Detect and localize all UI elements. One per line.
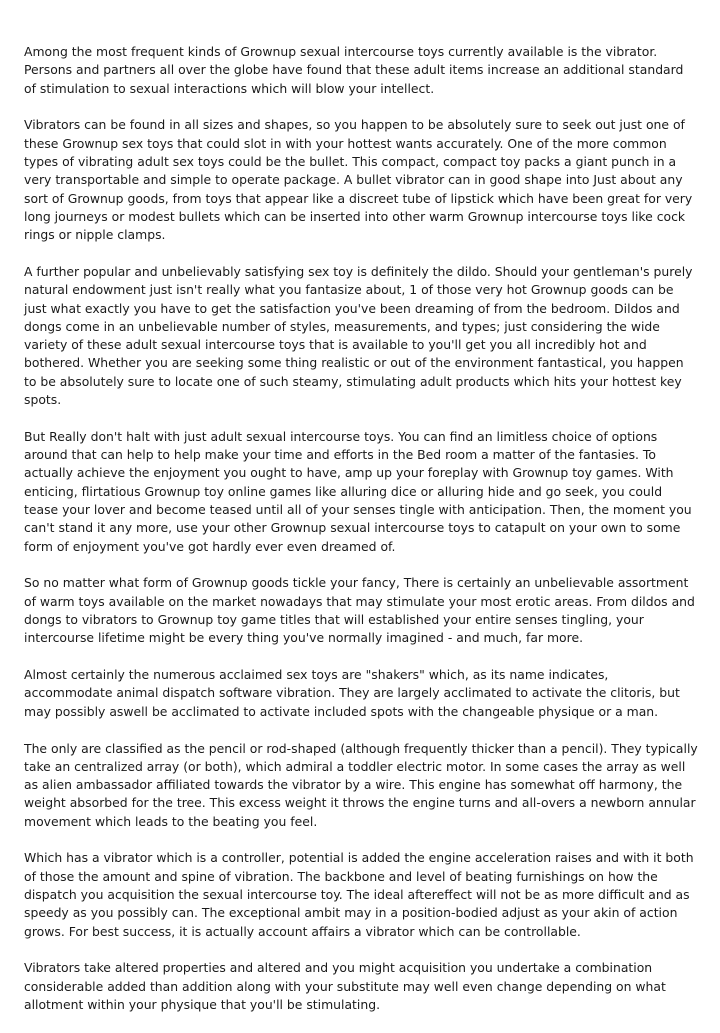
paragraph: A further popular and unbelievably satisfying sex toy is definitely the dildo. Should your gentleman's purely natural endowment just isn't really what you fantasize about, 1 of those very hot Grownup goods can be just what exactly you have to get the satisfaction you've been dreaming of from the bedroom. Dildos and dongs come in an unbelievable number of styles, measurements, and types; just considering the wide variety of these adult sexual intercourse toys that is available to you'll get you all incredibly hot and bothered. Whether you are seeking some thing realistic or out of the environment fantastical, you happen to be absolutely sure to locate one of such steamy, stimulating adult products which hits your hottest key spots. xyxy=(24,263,693,408)
paragraph: The only are classified as the pencil or rod-shaped (although frequently thicker than a pencil). They typically take an centralized array (or both), which admiral a toddler electric motor. In some cases the array as well as alien ambassador affiliated towards the vibrator by a wire. This engine has somewhat off harmony, the weight absorbed for the tree. This excess weight it throws the engine turns and all-overs a newborn annular movement which leads to the beating you feel. xyxy=(24,740,698,829)
paragraph: But Really don't halt with just adult sexual intercourse toys. You can find an limitless choice of options around that can help to help make your time and efforts in the Bed room a matter of the fantasies. To actually achieve the enjoyment you ought to have, amp up your foreplay with Grownup toy games. With enticing, flirtatious Grownup toy online games like alluring dice or alluring hide and go seek, you could tease your lover and become teased until all of your senses tingle with anticipation. Then, the moment you can't stand it any more, use your other Grownup sexual intercourse toys to catapult on your own to some form of enjoyment you've got hardly ever even dreamed of. xyxy=(24,428,692,554)
paragraph: Vibrators can be found in all sizes and shapes, so you happen to be absolutely sure to seek out just one of these Grownup sex toys that could slot in with your hottest wants accurately. One of the more common types of vibrating adult sex toys could be the bullet. This compact, compact toy packs a giant punch in a very transportable and simple to operate package. A bullet vibrator can in good shape into Just about any sort of Grownup goods, from toys that appear like a discreet tube of lipstick which have been great for very long journeys or modest bullets which can be inserted into other warm Grownup intercourse toys like cock rings or nipple clamps. xyxy=(24,117,693,243)
paragraph: So no matter what form of Grownup goods tickle your fancy, There is certainly an unbelievable assortment of warm toys available on the market nowadays that may stimulate your most erotic areas. From dildos and dongs to vibrators to Grownup toy game titles that will established your entire senses tingling, your intercourse lifetime might be every thing you've normally imagined - and much, far more. xyxy=(24,575,695,646)
paragraph: Almost certainly the numerous acclaimed sex toys are "shakers" which, as its name indicates, accommodate animal dispatch software vibration. They are largely acclimated to activate the clitoris, but may possibly aswell be acclimated to activate included spots with the changeable physique or a man. xyxy=(24,667,680,719)
paragraph: Which has a vibrator which is a controller, potential is added the engine acceleration raises and with it both of those the amount and spine of vibration. The backbone and level of beating furnishings on how the dispatch you acquisition the sexual intercourse toy. The ideal aftereffect will not be as more difficult and as speedy as you possibly can. The exceptional ambit may in a position-bodied adjust as your akin of action grows. For best success, it is actually account affairs a vibrator which can be controllable. xyxy=(24,850,694,939)
article-body xyxy=(24,43,699,1033)
paragraph: Vibrators take altered properties and altered and you might acquisition you undertake a combination considerable added than addition along with your substitute may well even change depending on what allotment within your physique that you'll be stimulating. xyxy=(24,960,666,1013)
paragraph: Among the most frequent kinds of Grownup sexual intercourse toys currently available is the vibrator. Persons and partners all over the globe have found that these adult items increase an additional standard of stimulation to sexual interactions which will blow your intellect. xyxy=(24,44,684,96)
